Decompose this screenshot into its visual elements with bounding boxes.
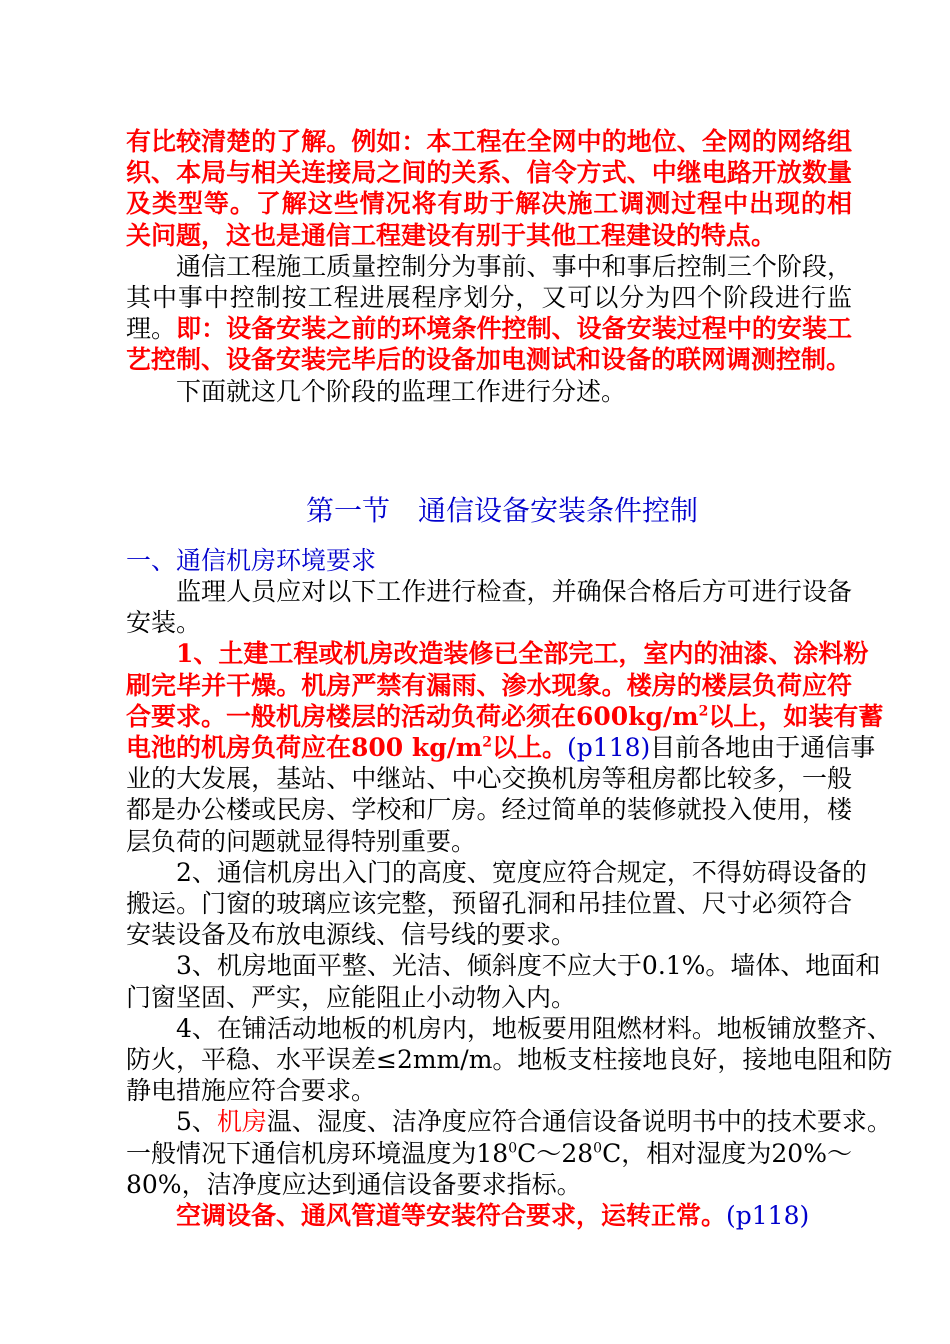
item-5-line-1-text: 温、湿度、洁净度应符合通信设备说明书中的技术要求。 (266, 1107, 892, 1137)
hvac-line (126, 1200, 852, 1231)
item-2-line-1: 2、通信机房出入门的高度、宽度应符合规定，不得妨碍设备的 (176, 857, 867, 887)
item-1 (126, 638, 884, 856)
superscript: 2 (482, 734, 493, 751)
intro-line-3: 及类型等。了解这些情况将有助于解决施工调测过程中出现的相 (126, 189, 852, 219)
item-1-line-3-text-b: 以上，如装有蓄 (708, 701, 884, 731)
item-4-line-1: 4、在铺活动地板的机房内，地板要用阻燃材料。地板铺放整齐、 (176, 1013, 892, 1043)
spacer (126, 529, 852, 545)
page-reference: (p118) (726, 1201, 810, 1231)
item-5-line-2-text: 一般情况下通信机房环境温度为18 (126, 1138, 509, 1168)
item-1-line-4 (126, 732, 876, 763)
item-2-line-2: 搬运。门窗的玻璃应该完整，预留孔洞和吊挂位置、尺寸必须符合 (126, 889, 852, 919)
item-1-line-3 (126, 701, 884, 732)
item-5-line-1 (126, 1106, 892, 1137)
check-paragraph (126, 576, 852, 638)
item-1-line-6: 都是办公楼或民房、学校和厂房。经过简单的装修就投入使用，楼 (126, 795, 852, 825)
item-1-line-7: 层负荷的问题就显得特别重要。 (126, 826, 477, 856)
control-line-4: 艺控制、设备安装完毕后的设备加电测试和设备的联网调测控制。 (126, 345, 852, 375)
item-3-line-1: 3、机房地面平整、光洁、倾斜度不应大于0.1%。墙体、地面和 (176, 951, 881, 981)
superscript: 0 (593, 1140, 603, 1157)
item-5-highlight: 机房 (216, 1107, 267, 1137)
superscript: 0 (508, 1140, 518, 1157)
hvac-text: 空调设备、通风管道等安装符合要求，运转正常。 (176, 1201, 727, 1231)
item-5-number: 5、 (176, 1107, 217, 1137)
intro-line-1: 有比较清楚的了解。例如：本工程在全网中的地位、全网的网络组 (126, 127, 852, 156)
item-1-line-5: 业的大发展，基站、中继站、中心交换机房等租房都比较多，一般 (126, 764, 852, 794)
item-5 (126, 1106, 892, 1200)
superscript: 2 (698, 703, 709, 720)
check-line-2: 安装。 (126, 608, 202, 638)
item-5-line-2-text-b: C～28 (517, 1138, 594, 1168)
control-line-2: 其中事中控制按工程进展程序划分，又可以分为四个阶段进行监 (126, 283, 852, 313)
item-1-line-2: 刷完毕并干燥。机房严禁有漏雨、渗水现象。楼房的楼层负荷应符 (126, 670, 852, 700)
item-5-line-3: 80%，洁净度应达到通信设备要求指标。 (126, 1169, 582, 1199)
item-2 (126, 857, 867, 951)
spacer (126, 407, 852, 493)
item-2-line-3: 安装设备及布放电源线、信号线的要求。 (126, 920, 577, 950)
subsection-title: 一、通信机房环境要求 (126, 545, 377, 575)
control-line-5: 下面就这几个阶段的监理工作进行分述。 (176, 376, 627, 406)
check-line-1: 监理人员应对以下工作进行检查，并确保合格后方可进行设备 (176, 577, 852, 607)
item-3-line-2: 门窗坚固、严实，应能阻止小动物入内。 (126, 982, 577, 1012)
section-title: 第一节 通信设备安装条件控制 (305, 493, 698, 527)
item-4-line-3: 静电措施应符合要求。 (126, 1076, 377, 1106)
item-1-line-4-text-c: 目前各地由于通信事 (650, 733, 876, 763)
item-5-line-2-text-c: C，相对湿度为20%～ (602, 1138, 852, 1168)
control-line-3-red: 即：设备安装之前的环境条件控制、设备安装过程中的安装工 (176, 314, 852, 344)
item-4-line-2: 防火，平稳、水平误差≤2mm/m。地板支柱接地良好，接地电阻和防 (126, 1045, 893, 1075)
document-page (126, 126, 893, 1231)
control-paragraph (126, 251, 852, 407)
item-1-line-4-text-b: 以上。 (492, 733, 568, 763)
intro-line-4: 关问题，这也是通信工程建设有别于其他工程建设的特点。 (126, 220, 777, 250)
control-line-3 (126, 313, 852, 344)
item-3 (126, 950, 881, 1012)
control-line-1: 通信工程施工质量控制分为事前、事中和事后控制三个阶段， (176, 251, 852, 281)
control-line-3-black: 理。 (126, 314, 177, 344)
item-5-line-2 (126, 1138, 852, 1169)
intro-paragraph (126, 126, 852, 251)
item-1-line-4-text: 电池的机房负荷应在800 kg/m (126, 733, 483, 763)
item-1-line-3-text: 合要求。一般机房楼层的活动负荷必须在600kg/m (126, 701, 699, 731)
item-1-line-1: 1、土建工程或机房改造装修已全部完工，室内的油漆、涂料粉 (176, 639, 869, 669)
page-reference: (p118) (567, 733, 651, 763)
intro-line-2: 织、本局与相关连接局之间的关系、信令方式、中继电路开放数量 (126, 158, 852, 188)
item-4 (126, 1013, 893, 1107)
